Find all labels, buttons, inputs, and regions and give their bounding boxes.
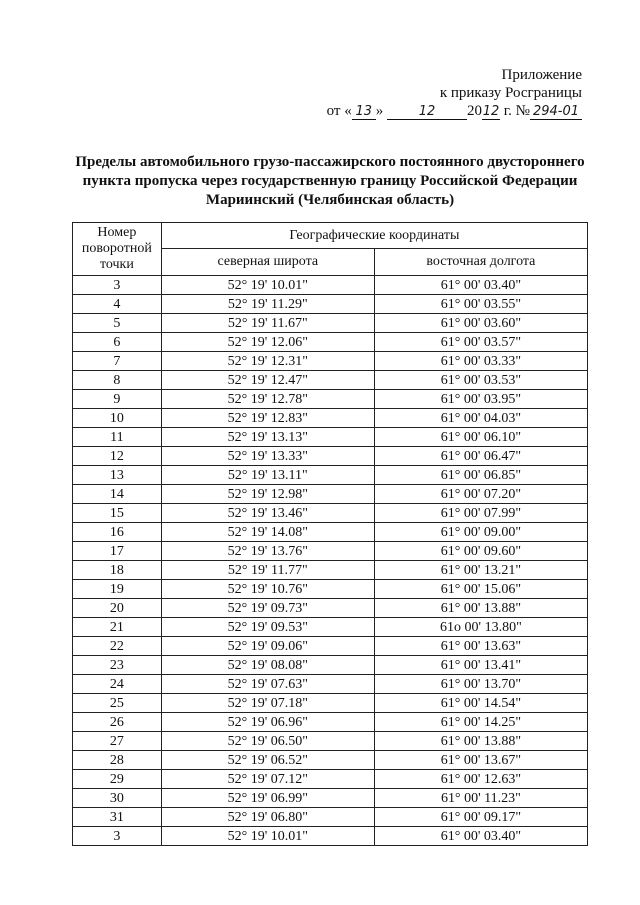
longitude-cell: 61° 00' 03.55" — [374, 295, 587, 314]
point-number-cell: 18 — [73, 561, 162, 580]
longitude-cell: 61° 00' 03.40" — [374, 276, 587, 295]
table-row — [73, 504, 588, 523]
month-handwritten: 12 — [387, 104, 467, 120]
point-number-cell: 20 — [73, 599, 162, 618]
table-row — [73, 390, 588, 409]
coordinates-table — [72, 222, 588, 846]
latitude-cell: 52° 19' 06.52" — [161, 751, 374, 770]
longitude-cell: 61° 00' 14.54" — [374, 694, 587, 713]
latitude-cell: 52° 19' 11.67" — [161, 314, 374, 333]
point-number-cell: 16 — [73, 523, 162, 542]
longitude-cell: 61° 00' 09.17" — [374, 808, 587, 827]
longitude-cell: 61° 00' 14.25" — [374, 713, 587, 732]
table-row — [73, 789, 588, 808]
point-number-cell: 15 — [73, 504, 162, 523]
latitude-cell: 52° 19' 12.83" — [161, 409, 374, 428]
document-title — [40, 153, 620, 210]
latitude-cell: 52° 19' 11.29" — [161, 295, 374, 314]
point-number-cell: 8 — [73, 371, 162, 390]
longitude-cell: 61° 00' 13.88" — [374, 599, 587, 618]
point-number-cell: 3 — [73, 827, 162, 846]
table-row — [73, 675, 588, 694]
title-line-3: Мариинский (Челябинская область) — [205, 192, 455, 208]
latitude-cell: 52° 19' 12.31" — [161, 352, 374, 371]
point-number-cell: 9 — [73, 390, 162, 409]
latitude-cell: 52° 19' 12.06" — [161, 333, 374, 352]
point-number-cell: 26 — [73, 713, 162, 732]
latitude-cell: 52° 19' 13.46" — [161, 504, 374, 523]
point-number-cell: 23 — [73, 656, 162, 675]
point-number-cell: 31 — [73, 808, 162, 827]
point-number-cell: 10 — [73, 409, 162, 428]
title-line-1: Пределы автомобильного грузо-пассажирского постоянного двустороннего — [75, 154, 585, 170]
table-row — [73, 599, 588, 618]
table-row — [73, 694, 588, 713]
longitude-cell: 61° 00' 15.06" — [374, 580, 587, 599]
table-row — [73, 352, 588, 371]
latitude-cell: 52° 19' 09.53" — [161, 618, 374, 637]
appendix-block — [282, 66, 582, 120]
longitude-cell: 61° 00' 09.60" — [374, 542, 587, 561]
latitude-cell: 52° 19' 07.18" — [161, 694, 374, 713]
point-number-cell: 7 — [73, 352, 162, 371]
latitude-cell: 52° 19' 06.50" — [161, 732, 374, 751]
longitude-cell: 61° 00' 12.63" — [374, 770, 587, 789]
longitude-cell: 61° 00' 03.57" — [374, 333, 587, 352]
latitude-cell: 52° 19' 07.12" — [161, 770, 374, 789]
table-row — [73, 371, 588, 390]
longitude-cell: 61° 00' 13.21" — [374, 561, 587, 580]
point-number-cell: 11 — [73, 428, 162, 447]
longitude-cell: 61° 00' 11.23" — [374, 789, 587, 808]
longitude-cell: 61° 00' 13.67" — [374, 751, 587, 770]
appendix-order-ref: к приказу Росграницы — [439, 85, 582, 101]
date-prefix: от « — [326, 103, 352, 119]
latitude-cell: 52° 19' 12.78" — [161, 390, 374, 409]
order-number-handwritten: 294-01 — [530, 104, 582, 120]
table-row — [73, 618, 588, 637]
point-number-cell: 5 — [73, 314, 162, 333]
point-number-cell: 14 — [73, 485, 162, 504]
table-row — [73, 542, 588, 561]
point-number-cell: 4 — [73, 295, 162, 314]
point-number-cell: 17 — [73, 542, 162, 561]
longitude-cell: 61° 00' 03.33" — [374, 352, 587, 371]
longitude-cell: 61° 00' 07.99" — [374, 504, 587, 523]
point-number-cell: 13 — [73, 466, 162, 485]
table-row — [73, 656, 588, 675]
table-row — [73, 466, 588, 485]
table-row — [73, 428, 588, 447]
latitude-cell: 52° 19' 13.33" — [161, 447, 374, 466]
table-row — [73, 580, 588, 599]
table-row — [73, 827, 588, 846]
number-prefix: г. № — [503, 103, 530, 119]
latitude-cell: 52° 19' 07.63" — [161, 675, 374, 694]
latitude-cell: 52° 19' 10.01" — [161, 276, 374, 295]
point-number-cell: 24 — [73, 675, 162, 694]
latitude-cell: 52° 19' 09.73" — [161, 599, 374, 618]
latitude-cell: 52° 19' 13.76" — [161, 542, 374, 561]
longitude-cell: 61o 00' 13.80" — [374, 618, 587, 637]
point-number-cell: 3 — [73, 276, 162, 295]
longitude-cell: 61° 00' 13.41" — [374, 656, 587, 675]
table-row — [73, 276, 588, 295]
appendix-label: Приложение — [501, 67, 582, 83]
table-row — [73, 770, 588, 789]
longitude-cell: 61° 00' 04.03" — [374, 409, 587, 428]
longitude-cell: 61° 00' 03.60" — [374, 314, 587, 333]
point-number-cell: 29 — [73, 770, 162, 789]
day-close-quote: » — [375, 103, 384, 119]
latitude-cell: 52° 19' 12.98" — [161, 485, 374, 504]
table-body — [73, 276, 588, 846]
longitude-cell: 61° 00' 06.85" — [374, 466, 587, 485]
point-number-cell: 30 — [73, 789, 162, 808]
title-line-2: пункта пропуска через государственную границу Российской Федерации — [82, 173, 578, 189]
day-handwritten: 13 — [352, 104, 376, 120]
table-row — [73, 637, 588, 656]
table-row — [73, 447, 588, 466]
table-row — [73, 561, 588, 580]
longitude-cell: 61° 00' 13.88" — [374, 732, 587, 751]
longitude-cell: 61° 00' 03.53" — [374, 371, 587, 390]
latitude-cell: 52° 19' 14.08" — [161, 523, 374, 542]
latitude-cell: 52° 19' 10.76" — [161, 580, 374, 599]
longitude-cell: 61° 00' 09.00" — [374, 523, 587, 542]
table-row — [73, 295, 588, 314]
latitude-cell: 52° 19' 06.96" — [161, 713, 374, 732]
header-geo-coordinates: Географические координаты — [161, 223, 587, 249]
year-suffix-handwritten: 12 — [482, 104, 500, 119]
point-number-cell: 21 — [73, 618, 162, 637]
longitude-cell: 61° 00' 13.63" — [374, 637, 587, 656]
longitude-cell: 61° 00' 06.47" — [374, 447, 587, 466]
header-east-longitude: восточная долгота — [374, 249, 587, 276]
latitude-cell: 52° 19' 08.08" — [161, 656, 374, 675]
latitude-cell: 52° 19' 10.01" — [161, 827, 374, 846]
longitude-cell: 61° 00' 06.10" — [374, 428, 587, 447]
longitude-cell: 61° 00' 13.70" — [374, 675, 587, 694]
appendix-date-line — [282, 102, 582, 120]
latitude-cell: 52° 19' 11.77" — [161, 561, 374, 580]
longitude-cell: 61° 00' 07.20" — [374, 485, 587, 504]
header-north-latitude: северная широта — [161, 249, 374, 276]
point-number-cell: 25 — [73, 694, 162, 713]
point-number-cell: 6 — [73, 333, 162, 352]
longitude-cell: 61° 00' 03.95" — [374, 390, 587, 409]
table-row — [73, 333, 588, 352]
header-point-number: Номер поворотной точки — [73, 223, 162, 276]
point-number-cell: 28 — [73, 751, 162, 770]
latitude-cell: 52° 19' 13.13" — [161, 428, 374, 447]
table-row — [73, 409, 588, 428]
longitude-cell: 61° 00' 03.40" — [374, 827, 587, 846]
point-number-cell: 27 — [73, 732, 162, 751]
table-row — [73, 523, 588, 542]
year-prefix: 20 — [466, 103, 482, 119]
table-row — [73, 713, 588, 732]
table-row — [73, 314, 588, 333]
table-row — [73, 751, 588, 770]
latitude-cell: 52° 19' 06.99" — [161, 789, 374, 808]
table-row — [73, 808, 588, 827]
latitude-cell: 52° 19' 06.80" — [161, 808, 374, 827]
latitude-cell: 52° 19' 09.06" — [161, 637, 374, 656]
latitude-cell: 52° 19' 12.47" — [161, 371, 374, 390]
table-row — [73, 485, 588, 504]
point-number-cell: 12 — [73, 447, 162, 466]
point-number-cell: 19 — [73, 580, 162, 599]
table-row — [73, 732, 588, 751]
point-number-cell: 22 — [73, 637, 162, 656]
latitude-cell: 52° 19' 13.11" — [161, 466, 374, 485]
